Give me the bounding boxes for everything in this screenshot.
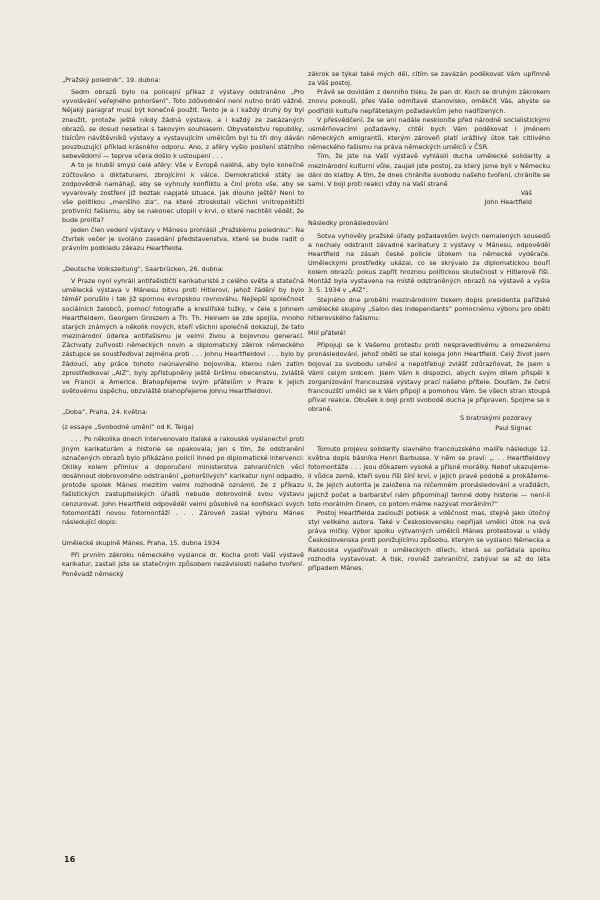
right-paragraph: Připojuji se k Vašemu protestu proti nespravedlivému a omezenému pronásledování, jehož obětí se stal kolega John Heartfield. Celý život jsem bojoval za svobodu umění a nepotřebuji zvlášť zdůrazňovat, že jsem s Vámi celým srdcem. Jsem Vám k dispozici, abych svým dílem přispěl k zorganizování francouzské výstavy prací našeho přítele. Doufám, že četní francouzští umělci se k Vám připojí a pomohou Vám. Se všech stran stoupá příval reakce. Obušek k boji proti svobodě ducha je připraven. Spojme se k obraně. xyxy=(308,341,550,414)
right-paragraph: Stejného dne proběhl mezinárodním tiskem dopis presidenta pařížské umělecké skupiny „Salon des Independants“ pomocnému výboru pro oběti hitlerovského fašismu: xyxy=(308,295,550,322)
right-paragraph: zákrok se týkal také mých děl, cítím se zavázán poděkovat Vám upřímně za Váš postoj. xyxy=(308,70,550,88)
right-paragraph: Paul Signac xyxy=(495,423,532,432)
left-paragraph: Jeden člen vedení výstavy v Mánesu prohlásil „Pražskému polednku“: Na čtvrtek večer je svoláno zasedání představenstva, které se bude radit o právním podkladu zákazu Heartfielda. xyxy=(62,225,304,252)
right-paragraph: S bratrskými pozdravy xyxy=(460,414,532,423)
page-number: 16 xyxy=(64,855,76,864)
left-paragraph: (z essaye „Svobodné umění“ od K. Teiga) xyxy=(62,423,194,432)
left-paragraph: . . . Po několika dnech intervenovalo italské a rakouské vyslanectví proti jiným karikaturám a historie se opakovala; jen s tím, že odstranění označených obrazů bylo příkázáno policií ihned po diplomatické intervenci: Okliky kolem přímluv a doporučení ministerstva zahraničních věcí dosáhnout dobrovolného odstranění „pohoršlivých“ karikatur nyní odpadlo, protože spolek Mánes mezitím velmi rozhodně oznámil, že z příkazu fašistických zastupitelských úřadů nebude dobrovolně svou výstavu cenzurovat. John Heartfield odpověděl velmi působivě na konfiskaci svých fotomontáží novou fotomontáží . . . Zároveň zaslal výboru Mánes následující dopis: xyxy=(62,435,304,526)
right-column xyxy=(308,70,550,573)
left-paragraph: Sedm obrazů bylo na policejní příkaz z výstavy odstraněno „Pro vyvolávání veřejného pohoršení“. Toto zdůvodnění není nutno bráti vážně. Nějaký paragraf musí být konečně použit. Tento je a i každý druhý by byl zneužit, protože ještě nikdy žádná výstava, a i každý ze zakázaných obrazů, se dosud nesetkal s takovým souhlasem. Obyvatelstvu republiky, tisícům návštěvníků výstavy a vystavujícím umělcům byl tu tři dny dáván povzbuzující příklad krásného odporu. Ano, z aféry vyšlo posílení státního sebevědomí — teprve včera došlo k ustoupení . . . xyxy=(62,88,304,161)
left-paragraph: V Praze nyní vyhráli antifašističtí karikaturisté z celého světa a statečná umělecká výstava v Mánesu bitvu proti Hitlerovi, jehož řádění by bylo téměř porušilo i tak již spornou evropskou rovnováhu. Nejlepší společnost sociálních žalobců, pomocí fotografie a kreslířské tužky, v čele s Johnem Heartfieldem, Georgem Groszem a Th. Th. Heinem se zde spojila, mnoho starých známých a několik nových, kteří všichni společně dokazují, že tato mezinárodní úderka antifašismu je velmi živou a bojovnou generací. Záchvaty zuřivosti německých novin a diplomatický zákrok německého zástupce se soustřeďoval zejména proti . . . Johnu Heartfieldovi . . . bylo by žádoucí, aby práce tohoto neúnavného bojovníka, kterou nám zatím zprostředkoval „AIZ“, byly zpřístupněny ještě širšímu obecenstvu, zvláště ve Francii a Americe. Blahopřejeme svým přátelům v Praze k jejich světovému úspěchu, obzvláště blahopřejeme Johnu Heartfieldovi. xyxy=(62,277,304,395)
left-paragraph: „Doba“, Praha, 24. května: xyxy=(62,408,148,417)
right-paragraph: John Heartfield xyxy=(484,198,532,207)
left-paragraph: Umělecké skupině Mánes, Praha, 15. dubna 1934 xyxy=(62,539,220,548)
left-paragraph: „Pražský polednik“, 19. dubna: xyxy=(62,76,161,84)
right-paragraph: V přesvědčení, že se ani nadále neskloníte před národně socialistickými usměrňovacími požadavky, chtěl bych Vám poděkovat i jménem německých emigrantů, kterým zároveň platí urážlivý útok tak citlivého německého fašismu na práva německých umělců v ČSR. xyxy=(308,115,550,152)
left-column xyxy=(62,70,304,579)
right-paragraph: Tím, že jste na Vaší výstavě vyhlásili ducha umělecké solidarity a mezinárodní kulturní vůle, zaujali jste postoj, za který jsme byli v Německu dáni do klatby. A tím, že dnes chráníte svobodu našeho tvoření, chráníte se sami. V boji proti reakci vždy na Vaší straně xyxy=(308,152,550,188)
right-paragraph: Právě se dovídám z denního tisku, že pan dr. Koch se druhým zákrokem znovu pokouší, přes Vaše odmítavé stanovisko, oměkčit Vás, abyste se podřídili kultuře nepřátelským požadavkům jeho nadřízených. xyxy=(308,88,550,115)
right-paragraph: Váš xyxy=(520,189,532,198)
left-paragraph: „Deutsche Volkszeitung“, Saarbrücken, 26. dubna: xyxy=(62,264,224,273)
left-paragraph: A to je hlubší smysl celé aféry: Vše v Evropě naléhá, aby bylo konečně zúčtováno s diktaturami, zbrojícími k válce. Demokratické státy se zodpovědně namáhají, aby se vyhnuly konfliktu a činí proto vše, aby se vyvarovaly zostření již beztak napjaté situace. Jak dlouho ještě? Není to vše politikou „menšího zla“, na které ztroskotali všichni vnitropolitičtí protivníci fašismu, aby se nakonec utopili v krvi, o které nechtěli vědět, že bude prolita? xyxy=(62,161,304,225)
right-paragraph: Milí přátelé! xyxy=(308,329,347,338)
right-paragraph: Tomuto projevu solidarity slavného francouzského malíře následuje 12. května dopis básníka Henri Barbusse. V něm se praví: „. . . Heartfieldovy fotomontáže . . . jsou důkazem vysoké a přísné morálky. Nebof ukazujeme-li vůdce země, kteří svou říši šíní krví, v jejich pravé podobě a prokážeme-li, že jejich autorita je založena na ničemném pronásledování a vraždách, jejichž počet a barbarství nám připomínají temné doby historie — není-li toto morálním činem, co potom máme nazývat morálním?“ xyxy=(308,444,550,508)
right-paragraph: Sotva vyhověly pražské úřady požadavkům svých nemalených sousedů a nechaly odstranit závadné karikatury z výstavy v Mánesu, odpověděl Heartfield na zásah české policie útokem na německé vyděrače. Uměleckými prostředky ukázal, co se skrývalo za diplomatickou bouří kolem obrazů: pokus zapřít hroznou politickou skutečnost v Hitlerově říši. Montáž byla vystavena na místě odstraněných obrazů na výstavě a vyšla 3. 5. 1934 v „AIZ“. xyxy=(308,231,550,295)
right-paragraph: Následky pronásledování xyxy=(308,219,389,228)
right-paragraph: Postoj Heartfielda zaslouží potlesk a vděčnost mas, stejně jako útočný styl velikého autora. Také v Československu nepřijali umělci útok na svá práva mlčky. Výbor spolku výtvarných umělců Mánes protestoval u vlády Československa proti ponižujícímu způsobu, kterým se vyslanci Německa a Rakouska vyjadřovali o uměleckých dílech, která se pořádala spolku rozhodla vystavovat. A tisk, rovněž zahraniční, zabýval se až do léta případem Mánes. xyxy=(308,508,550,572)
left-paragraph: Při prvním zákroku německého vyslance dr. Kocha proti Vaší výstavě karikatur, zastali jste se statečným způsobem nezávislosti našeho tvoření. Poněvadž německý xyxy=(62,551,304,578)
